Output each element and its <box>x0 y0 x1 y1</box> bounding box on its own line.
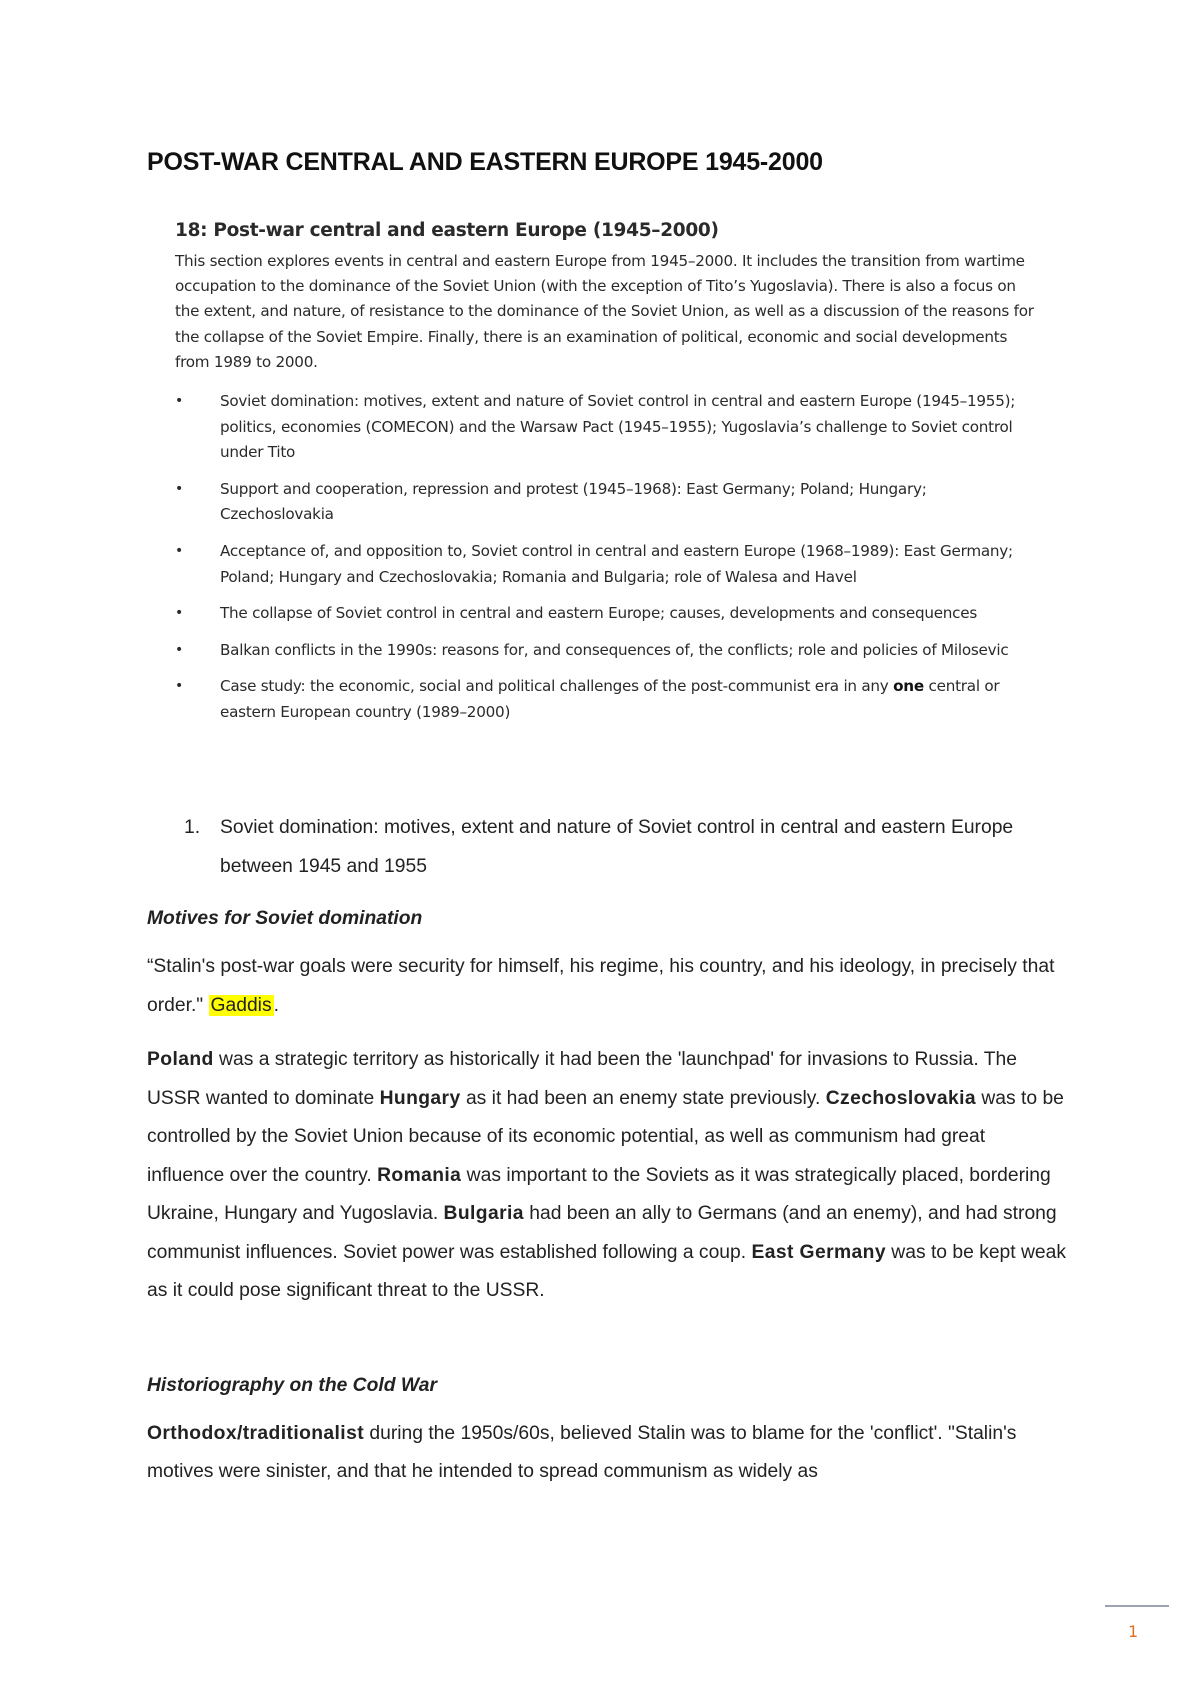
syllabus-topic <box>175 638 1035 664</box>
syllabus-case-study <box>175 674 1035 725</box>
syllabus-topic <box>175 601 1035 627</box>
syllabus-intro: This section explores events in central and eastern Europe from 1945–2000. It includes the transition from wartime occupation to the dominance of the Soviet Union (with the exception of Tito’s Yugoslavia). There is also a focus on the extent, and nature, of resistance to the dominance of the Soviet Union, as well as a discussion of the reasons for the collapse of the Soviet Empire. Finally, there is an examination of political, economic and social developments from 1989 to 2000. <box>175 252 1034 371</box>
country-text: was a strategic territory as historically it had been the 'launchpad' for invasions to Russia. The USSR wanted to dominate <box>147 1049 1017 1109</box>
syllabus-topic <box>175 477 1035 528</box>
syllabus-topic-text: Soviet domination: motives, extent and nature of Soviet control in central and eastern Europe (1945–1955); politics, economies (COMECON) and the Warsaw Pact (1945–1955); Yugoslavia’s challenge to Soviet control under Tito <box>220 392 1016 462</box>
list-number: 1. <box>184 817 201 838</box>
school-name: Orthodox/traditionalist <box>147 1422 365 1444</box>
gaddis-quote <box>147 948 1067 1025</box>
country-motives-paragraph <box>147 1041 1067 1311</box>
syllabus-topic-list <box>175 389 1035 726</box>
country-text: as it had been an enemy state previously. <box>460 1087 826 1109</box>
bullet-icon: • <box>175 542 184 559</box>
case-study-emphasis: one <box>893 677 924 696</box>
quote-end: . <box>273 994 279 1016</box>
numbered-heading-text: Soviet domination: motives, extent and nature of Soviet control in central and eastern Europe between 1945 and 1955 <box>220 817 1014 877</box>
country-name: Bulgaria <box>443 1203 524 1224</box>
syllabus-topic-text: Acceptance of, and opposition to, Soviet control in central and eastern Europe (1968–1989): East Germany; Poland; Hungary and Czechoslovakia; Romania and Bulgaria; role of Walesa and Havel <box>220 541 1013 586</box>
school-text: during the 1950s/60s, believed Stalin was to blame for the 'conflict'. "Stalin's motives were sinister, and that he intended to spread communism as widely as <box>147 1422 1017 1482</box>
country-text: had been an ally to Germans (and an enemy), and had strong communist influences. Soviet power was established following a coup. <box>147 1203 1057 1263</box>
syllabus-excerpt <box>175 220 1035 737</box>
numbered-heading <box>147 808 1067 886</box>
page-number: 1 <box>1128 1622 1139 1641</box>
syllabus-topic-text: Balkan conflicts in the 1990s: reasons for, and consequences of, the conflicts; role and policies of Milosevic <box>220 640 1009 659</box>
highlighted-author: Gaddis <box>210 994 272 1016</box>
bullet-icon: • <box>175 678 184 695</box>
country-text: was to be kept weak as it could pose significant threat to the USSR. <box>147 1241 1067 1301</box>
syllabus-topic-text: The collapse of Soviet control in central and eastern Europe; causes, developments and consequences <box>220 604 978 623</box>
document-title: POST-WAR CENTRAL AND EASTERN EUROPE 1945-2000 <box>147 148 823 176</box>
bullet-icon: • <box>175 480 184 497</box>
country-text: was to be controlled by the Soviet Union because of its economic potential, as well as communism had great influence over the country. <box>147 1087 1064 1186</box>
bullet-icon: • <box>175 641 184 658</box>
syllabus-topic-text: Support and cooperation, repression and protest (1945–1968): East Germany; Poland; Hungary; Czechoslovakia <box>220 479 927 524</box>
syllabus-topic <box>175 389 1035 466</box>
country-text: was important to the Soviets as it was strategically placed, bordering Ukraine, Hungary and Yugoslavia. <box>147 1164 1051 1224</box>
case-study-text-end: central or eastern European country (1989–2000) <box>220 677 1000 721</box>
case-study-text-start: Case study: the economic, social and political challenges of the post-communist era in any <box>220 677 894 696</box>
country-name: Czechoslovakia <box>825 1087 977 1109</box>
footer-divider <box>1105 1605 1169 1607</box>
syllabus-topic <box>175 539 1035 590</box>
bullet-icon: • <box>175 393 184 410</box>
country-name: Poland <box>147 1049 214 1070</box>
motives-subheading: Motives for Soviet domination <box>147 908 423 929</box>
country-name: Romania <box>377 1164 462 1186</box>
syllabus-heading: 18: Post-war central and eastern Europe (1945–2000) <box>175 220 719 241</box>
country-name: East Germany <box>751 1241 886 1263</box>
document-body <box>147 808 1067 1508</box>
historiography-subheading: Historiography on the Cold War <box>147 1374 437 1396</box>
quote-text: “Stalin's post-war goals were security for himself, his regime, his country, and his ideology, in precisely that order." <box>147 956 1055 1016</box>
bullet-icon: • <box>175 605 184 622</box>
orthodox-paragraph <box>147 1415 1067 1492</box>
country-name: Hungary <box>379 1087 461 1109</box>
paragraph-spacer <box>147 1327 1067 1371</box>
